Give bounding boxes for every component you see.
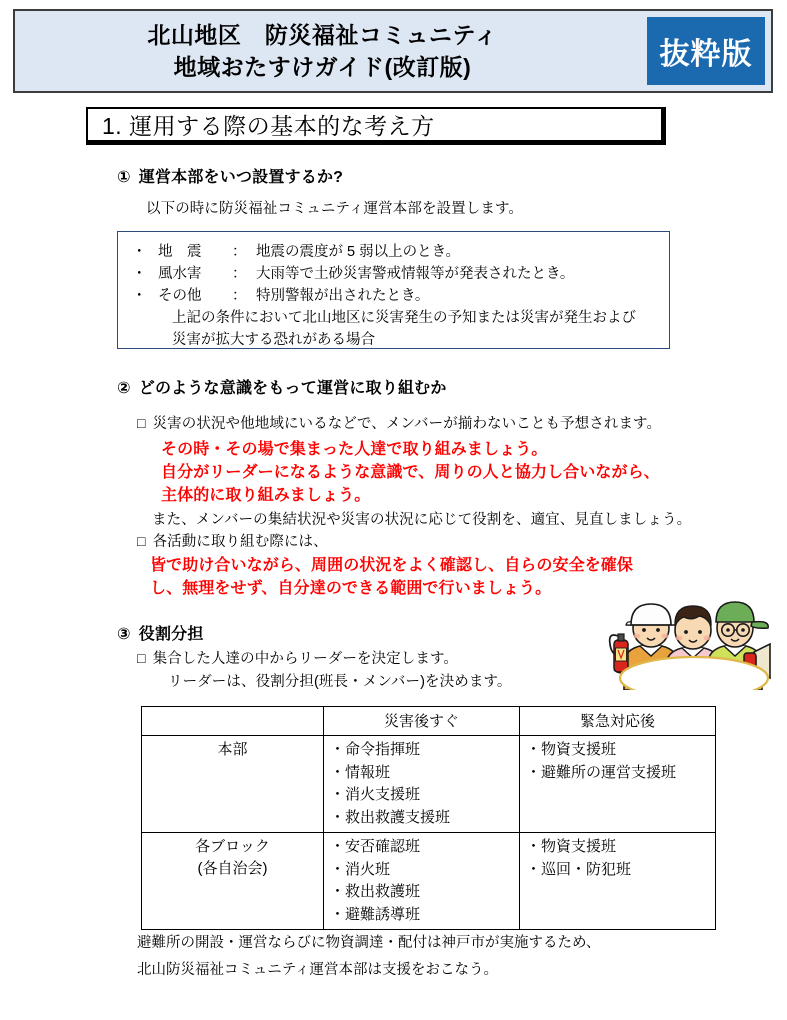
list-item: ・巡回・防犯班 [526,860,632,878]
list-item: ・命令指揮班 [330,741,421,758]
question-3-number: ③ [117,626,131,643]
table-header-blank [142,707,324,736]
q2-item-1-red-line-1: その時・その場で集まった人達で取り組みましょう。 [161,441,548,458]
condition-colon: ： [232,244,247,260]
condition-colon: ： [232,266,247,282]
condition-continuation-line-1: 上記の条件において北山地区に災害発生の予知または災害が発生および [172,310,636,326]
question-2-heading-text: どのような意識をもって運営に取り組むか [138,380,447,397]
condition-text: 特別警報が出されたとき。 [256,288,430,304]
question-3-heading-text: 役割分担 [138,626,204,643]
q2-item-1 [137,412,661,433]
condition-text: 地震の震度が 5 弱以上のとき。 [256,244,461,260]
list-item: ・安否確認班 [330,838,421,855]
table-header-row [142,707,716,736]
condition-row-other [132,284,429,305]
footer-note-line-2: 北山防災福祉コミュニティ運営本部は支援をおこなう。 [137,962,499,978]
q2-item-1-red-line-2: 自分がリーダーになるような意識で、周りの人と協力し合いながら、 [161,464,660,481]
table-cell-block-after [520,833,716,930]
section-1-title-box [86,107,666,145]
table-row-label-block [142,833,324,930]
question-3-heading [117,621,204,644]
checkbox-icon: □ [137,415,146,431]
row-label-main: 本部 [217,741,248,758]
title-line-1: 北山地区 防災福祉コミュニティ [147,21,498,48]
role-assignment-table [141,706,716,930]
question-1-number: ① [117,169,131,186]
q2-item-1-after-text: また、メンバーの集結状況や災害の状況に応じて役割を、適宜、見直しましょう。 [152,512,692,528]
q3-item-1 [137,647,458,668]
list-item: ・救出救護支援班 [330,808,451,826]
condition-colon: ： [232,288,247,304]
question-2-number: ② [117,380,131,397]
bullet-icon: ・ [132,266,147,282]
row-label-main: 各ブロック [195,838,270,855]
list-item: ・情報班 [330,763,391,781]
trigger-conditions-box [117,231,670,349]
q3-item-1-sub-text: リーダーは、役割分担(班長・メンバー)を決めます。 [168,674,512,690]
table-row [142,833,716,930]
condition-continuation-line-2: 災害が拡大する恐れがある場合 [172,332,375,348]
three-people-with-banner-illustration [604,592,784,690]
section-1-title-text: 1. 運用する際の基本的な考え方 [102,113,435,139]
condition-row-flood [132,262,574,283]
list-item: ・救出救護班 [330,883,421,900]
condition-label: 風水害 [158,266,202,282]
list-item: ・避難所の運営支援班 [526,763,677,781]
q2-item-2-red-line-1: 皆で助け合いながら、周囲の状況をよく確認し、自らの安全を確保 [150,557,634,574]
condition-label: 地 震 [158,244,202,260]
q2-item-1-red-line-3: 主体的に取り組みましょう。 [161,487,371,504]
q2-item-2 [137,530,328,551]
question-2-heading [117,375,447,398]
question-1-lead-text: 以下の時に防災福祉コミュニティ運営本部を設置します。 [146,201,523,217]
checkbox-icon: □ [137,533,146,549]
list-item: ・避難誘導班 [330,905,421,923]
row-label-sub: (各自治会) [197,859,268,877]
document-title [15,11,630,91]
table-cell-block-immediate [324,833,520,930]
list-item: ・物資支援班 [526,741,617,758]
q2-item-1-text: 災害の状況や他地域にいるなどで、メンバーが揃わないことも予想されます。 [152,416,662,432]
checkbox-icon: □ [137,650,146,666]
footer-note-line-1: 避難所の開設・運営ならびに物資調達・配付は神戸市が実施するため、 [137,935,601,951]
table-header-immediate: 災害後すぐ [324,707,520,736]
list-item: ・消火支援班 [330,786,421,803]
condition-row-earthquake [132,240,460,261]
table-cell-hq-immediate [324,736,520,833]
condition-label: その他 [158,288,202,304]
title-line-2: 地域おたすけガイド(改訂版) [173,53,472,80]
question-1-heading [117,164,343,187]
document-header-band [13,9,773,93]
table-header-after: 緊急対応後 [520,707,716,736]
bullet-icon: ・ [132,244,147,260]
bullet-icon: ・ [132,288,147,304]
excerpt-badge: 抜粋版 [647,17,765,85]
q3-item-1-text: 集合した人達の中からリーダーを決定します。 [152,651,459,667]
question-1-heading-text: 運営本部をいつ設置するか? [138,169,344,186]
table-row-label-headquarters [142,736,324,833]
list-item: ・消火班 [330,860,391,878]
q2-item-2-red-line-2: し、無理をせず、自分達のできる範囲で行いましょう。 [150,580,552,597]
table-cell-hq-after [520,736,716,833]
condition-text: 大雨等で土砂災害警戒情報等が発表されたとき。 [256,266,575,282]
table-row [142,736,716,833]
list-item: ・物資支援班 [526,838,617,855]
q2-item-2-text: 各活動に取り組む際には、 [152,534,328,550]
